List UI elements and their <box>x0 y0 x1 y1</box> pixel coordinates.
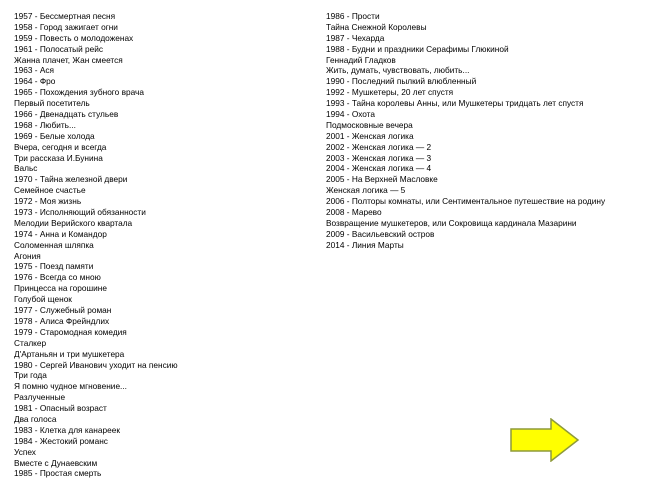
film-entry: 1987 - Чехарда <box>326 32 385 43</box>
film-entry: Жить, думать, чувствовать, любить... <box>326 65 470 76</box>
film-entry: 1972 - Моя жизнь <box>14 196 82 207</box>
arrow-right-shape <box>511 419 578 461</box>
filmography-list-right <box>326 11 646 251</box>
film-entry: Два голоса <box>14 413 57 424</box>
film-entry: 2005 - На Верхней Масловке <box>326 174 438 185</box>
film-entry: Женская логика — 5 <box>326 185 406 196</box>
film-entry: 1958 - Город зажигает огни <box>14 21 118 32</box>
film-entry: Возвращение мушкетеров, или Сокровища кардинала Мазарини <box>326 217 577 228</box>
film-entry: 2014 - Линия Марты <box>326 239 404 250</box>
film-entry: Подмосковные вечера <box>326 119 413 130</box>
film-entry: 1969 - Белые холода <box>14 130 95 141</box>
film-entry: Принцесса на горошине <box>14 283 107 294</box>
film-entry: 1984 - Жестокий романс <box>14 435 108 446</box>
film-entry: 2009 - Васильевский остров <box>326 228 435 239</box>
film-entry: Три года <box>14 370 47 381</box>
film-entry: Сталкер <box>14 337 47 348</box>
film-entry: 1976 - Всегда со мною <box>14 272 101 283</box>
film-entry: 1964 - Фро <box>14 76 56 87</box>
film-entry: 2003 - Женская логика — 3 <box>326 152 432 163</box>
film-entry: 1979 - Старомодная комедия <box>14 326 127 337</box>
film-entry: Успех <box>14 446 36 457</box>
film-entry: 1957 - Бессмертная песня <box>14 11 116 21</box>
film-entry: 2008 - Марево <box>326 207 382 218</box>
film-entry: 1965 - Похождения зубного врача <box>14 87 144 98</box>
film-entry: 1992 - Мушкетеры, 20 лет спустя <box>326 87 454 98</box>
film-entry: 2004 - Женская логика — 4 <box>326 163 432 174</box>
film-entry: Жанна плачет, Жан смеется <box>14 54 123 65</box>
film-entry: 1966 - Двенадцать стульев <box>14 109 119 120</box>
film-entry: 1977 - Служебный роман <box>14 305 112 316</box>
film-entry: Вчера, сегодня и всегда <box>14 141 107 152</box>
film-entry: 1973 - Исполняющий обязанности <box>14 207 146 218</box>
film-entry: Я помню чудное мгновение... <box>14 381 127 392</box>
film-entry: 1988 - Будни и праздники Серафимы Глюкиной <box>326 43 509 54</box>
film-entry: 1974 - Анна и Командор <box>14 228 107 239</box>
film-entry: Геннадий Гладков <box>326 54 396 65</box>
film-entry: 2002 - Женская логика — 2 <box>326 141 432 152</box>
film-entry: 2006 - Полторы комнаты, или Сентиментальное путешествие на родину <box>326 196 606 207</box>
film-entry: 1978 - Алиса Фрейндлих <box>14 315 110 326</box>
film-entry: Три рассказа И.Бунина <box>14 152 103 163</box>
film-entry: Голубой щенок <box>14 294 72 305</box>
film-entry: Соломенная шляпка <box>14 239 94 250</box>
film-entry: Разлученные <box>14 392 66 403</box>
film-entry: 1970 - Тайна железной двери <box>14 174 128 185</box>
filmography-list-left <box>14 11 314 479</box>
film-entry: 1986 - Прости <box>326 11 380 21</box>
film-entry: 2001 - Женская логика <box>326 130 414 141</box>
arrow-right-icon <box>510 418 580 462</box>
film-entry: 1975 - Поезд памяти <box>14 261 94 272</box>
film-entry: Д'Артаньян и три мушкетера <box>14 348 125 359</box>
film-entry: 1980 - Сергей Иванович уходит на пенсию <box>14 359 178 370</box>
film-entry: Вместе с Дунаевским <box>14 457 98 468</box>
film-entry: 1963 - Ася <box>14 65 55 76</box>
film-entry: 1959 - Повесть о молодоженах <box>14 32 134 43</box>
film-entry: 1983 - Клетка для канареек <box>14 424 120 435</box>
film-entry: Тайна Снежной Королевы <box>326 21 427 32</box>
film-entry: 1961 - Полосатый рейс <box>14 43 104 54</box>
film-entry: 1981 - Опасный возраст <box>14 403 107 414</box>
film-entry: 1968 - Любить... <box>14 119 76 130</box>
film-entry: 1985 - Простая смерть <box>14 468 102 479</box>
film-entry: Мелодии Верийского квартала <box>14 217 133 228</box>
film-entry: Вальс <box>14 163 38 174</box>
film-entry: 1994 - Охота <box>326 109 375 120</box>
film-entry: Семейное счастье <box>14 185 86 196</box>
next-slide-button[interactable] <box>510 418 580 462</box>
film-entry: 1993 - Тайна королевы Анны, или Мушкетеры тридцать лет спустя <box>326 98 584 109</box>
film-entry: Агония <box>14 250 41 261</box>
film-entry: Первый посетитель <box>14 98 90 109</box>
film-entry: 1990 - Последний пылкий влюбленный <box>326 76 477 87</box>
